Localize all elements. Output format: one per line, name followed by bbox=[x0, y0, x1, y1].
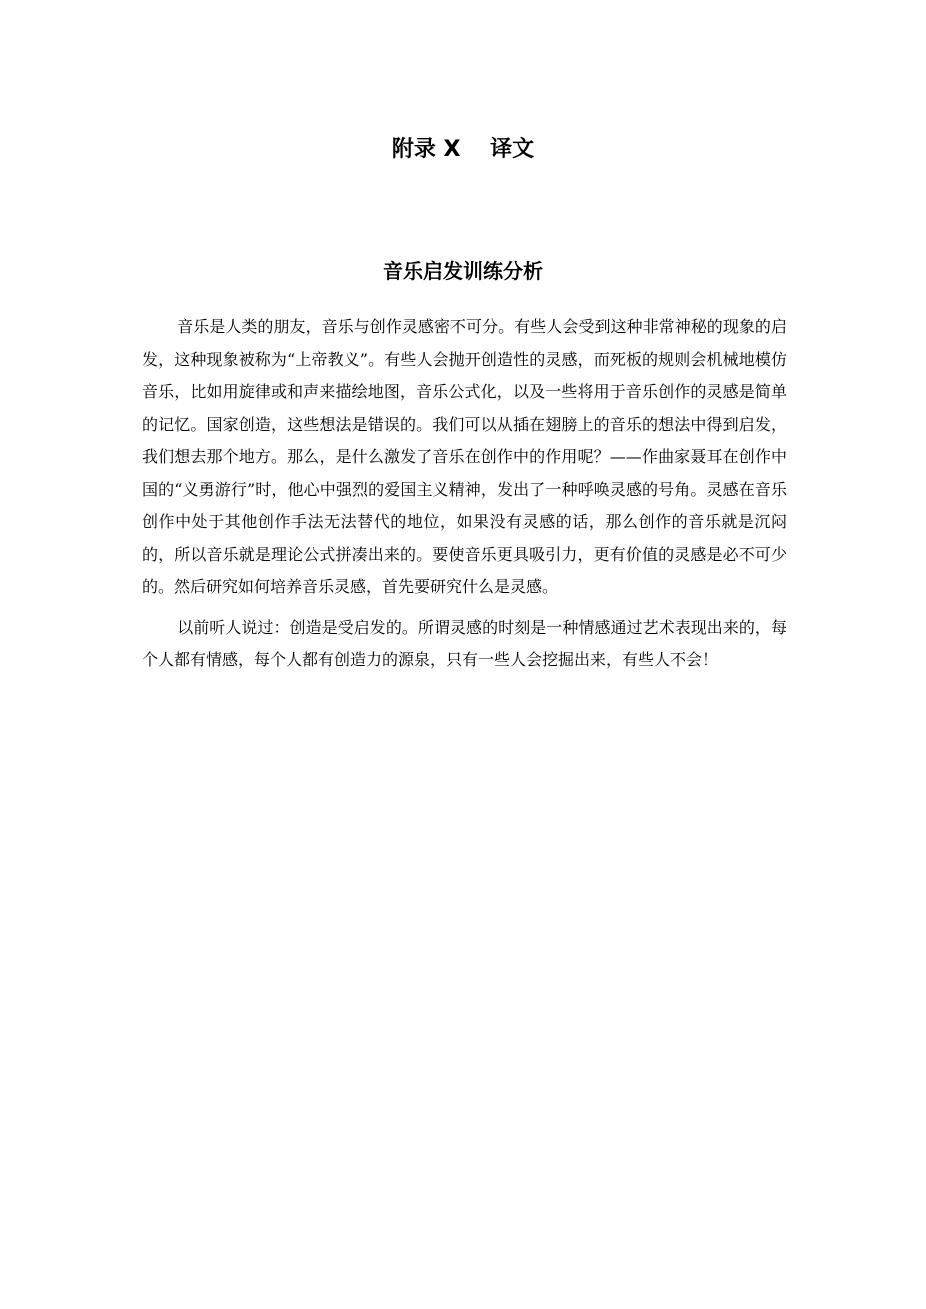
appendix-title: 附录 X 译文 bbox=[391, 137, 535, 162]
article-title: 音乐启发训练分析 bbox=[383, 259, 543, 283]
article-body bbox=[142, 311, 787, 685]
body-paragraph: 音乐是人类的朋友，音乐与创作灵感密不可分。有些人会受到这种非常神秘的现象的启发，这种现象被称为“上帝教义”。有些人会抛开创造性的灵感，而死板的规则会机械地模仿音乐，比如用旋律或和声来描绘地图，音乐公式化，以及一些将用于音乐创作的灵感是简单的记忆。国家创造，这些想法是错误的。我们可以从插在翅膀上的音乐的想法中得到启发，我们想去那个地方。那么，是什么激发了音乐在创作中的作用呢？——作曲家聂耳在创作中国的“义勇游行”时，他心中强烈的爱国主义精神，发出了一种呼唤灵感的号角。灵感在音乐创作中处于其他创作手法无法替代的地位，如果没有灵感的话，那么创作的音乐就是沉闷的，所以音乐就是理论公式拼凑出来的。要使音乐更具吸引力，更有价值的灵感是必不可少的。然后研究如何培养音乐灵感，首先要研究什么是灵感。 bbox=[142, 317, 787, 596]
body-paragraph: 以前听人说过：创造是受启发的。所谓灵感的时刻是一种情感通过艺术表现出来的，每个人都有情感，每个人都有创造力的源泉，只有一些人会挖掘出来，有些人不会！ bbox=[142, 617, 787, 669]
